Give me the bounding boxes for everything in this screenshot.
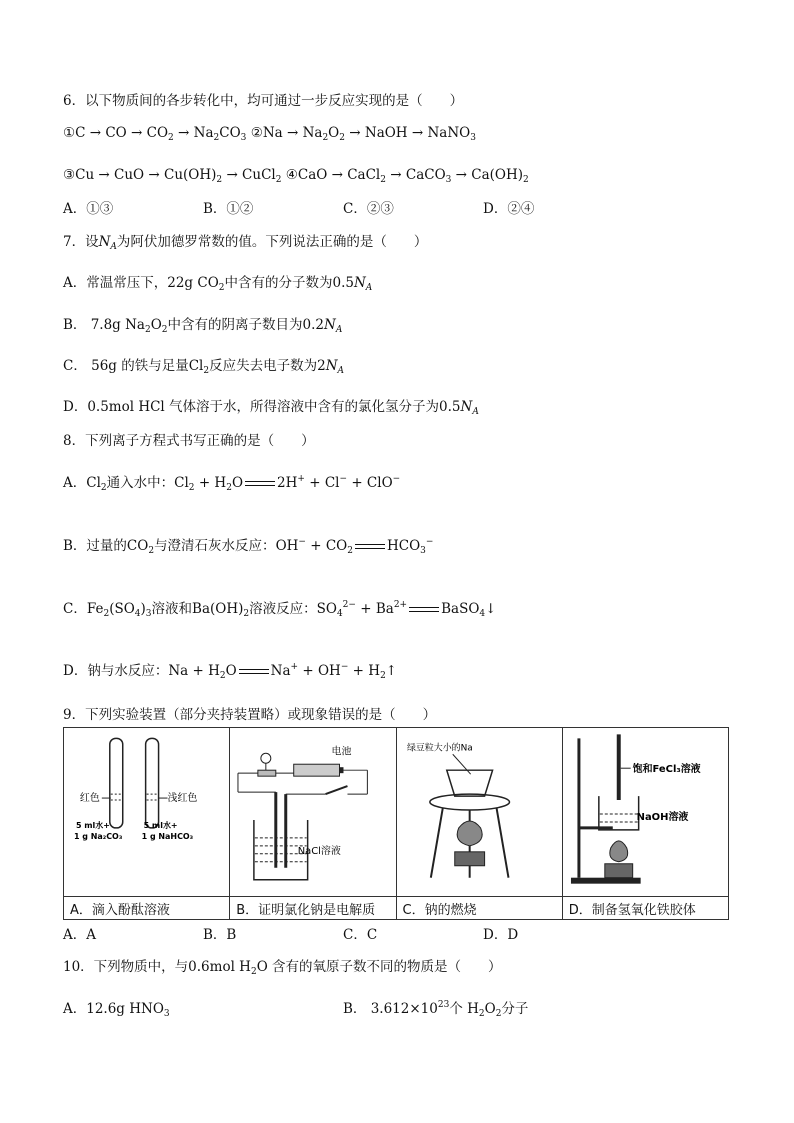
q9-caption-a: A．滴入酚酞溶液 bbox=[64, 897, 230, 920]
conductivity-figure bbox=[230, 728, 395, 896]
svg-text:电池: 电池 bbox=[331, 746, 352, 758]
q10-option-a: A．12.6g $HNO_3$ bbox=[63, 1001, 170, 1019]
q6-option-c: C．②③ bbox=[343, 201, 394, 217]
svg-text:5 ml水+: 5 ml水+ bbox=[75, 820, 110, 830]
burner-icon bbox=[605, 864, 633, 878]
colloid-figure bbox=[563, 728, 728, 896]
q6-chains-1-2: ①C → CO → $CO_2 \to Na_2CO_3$ ②Na → $Na_2O_2$ → NaOH → NaNO$_3$ bbox=[63, 125, 476, 143]
red-color-label: 红色 bbox=[79, 793, 100, 805]
flame-icon bbox=[610, 841, 628, 862]
q6-chains-3-4: ③Cu → CuO → $Cu(OH)_2$ → CuCl$_2$ ④CaO → CaCl$_2$ → CaCO$_3$ → $Ca(OH)_2$ bbox=[63, 167, 529, 185]
q9-caption-b: B．证明氯化钠是电解质 bbox=[230, 897, 396, 920]
svg-text:NaCl溶液: NaCl溶液 bbox=[297, 845, 342, 857]
svg-text:5 ml水+: 5 ml水+ bbox=[143, 820, 178, 830]
q10-option-b: B． $3.612\times 10^{23}$个 $H_2O_2$分子 bbox=[343, 1000, 529, 1019]
q7-stem: 7．设$N_A$为阿伏加德罗常数的值。下列说法正确的是（ ） bbox=[63, 234, 428, 252]
sodium-burning-figure bbox=[397, 728, 562, 896]
q7-option-d: D．0.5mol HCl 气体溶于水，所得溶液中含有的氯化氢分子为$0.5N_A$ bbox=[63, 399, 479, 417]
svg-text:1 g NaHCO₃: 1 g NaHCO₃ bbox=[141, 831, 194, 841]
bulb-icon bbox=[261, 753, 271, 763]
q9-caption-c: C．钠的燃烧 bbox=[396, 897, 562, 920]
q9-option-b: B．B bbox=[203, 927, 237, 943]
q9-option-c: C．C bbox=[343, 927, 378, 943]
q7-option-b: B． 7.8g $Na_2O_2$中含有的阴离子数目为$0.2N_A$ bbox=[63, 317, 343, 335]
q9-stem: 9．下列实验装置（部分夹持装置略）或现象错误的是（ ） bbox=[63, 707, 437, 723]
q8-option-a: A．$Cl_2$通入水中：$Cl_2 + H_2O$ 2H+ + Cl− + ClO− bbox=[63, 474, 401, 493]
burner-icon bbox=[454, 852, 484, 866]
q6-stem: 6．以下物质间的各步转化中，均可通过一步反应实现的是（ ） bbox=[63, 93, 464, 109]
light-red-color-label: 浅红色 bbox=[167, 793, 198, 805]
q6-option-d: D．②④ bbox=[483, 201, 535, 217]
q6-option-b: B．①② bbox=[203, 201, 254, 217]
crucible-icon bbox=[446, 770, 492, 796]
q10-stem: 10．下列物质中，与0.6mol $H_2O$ 含有的氧原子数不同的物质是（ ） bbox=[63, 959, 502, 977]
svg-text:绿豆粒大小的Na: 绿豆粒大小的Na bbox=[406, 743, 473, 754]
q8-stem: 8．下列离子方程式书写正确的是（ ） bbox=[63, 433, 315, 449]
svg-text:饱和FeCl₃溶液: 饱和FeCl₃溶液 bbox=[632, 764, 701, 776]
q7-option-c: C． 56g 的铁与足量$Cl_2$反应失去电子数为$2N_A$ bbox=[63, 358, 345, 376]
q9-figure-c bbox=[396, 728, 562, 897]
q9-apparatus-table bbox=[63, 727, 729, 920]
q8-option-d: D．钠与水反应：$Na + H_2O$ $Na^+ + OH^- + H_2↑$ bbox=[63, 662, 398, 681]
q9-figure-d bbox=[562, 728, 728, 897]
q9-figure-b bbox=[230, 728, 396, 897]
svg-text:NaOH溶液: NaOH溶液 bbox=[636, 811, 689, 823]
q8-option-c: C．$Fe_2(SO_4)_3$溶液和$Ba(OH)_2$溶液反应：$SO_4^{2-} + Ba^{2+}$ BaSO$_4$↓ bbox=[63, 600, 497, 619]
q9-option-d: D．D bbox=[483, 927, 519, 943]
q9-caption-d: D．制备氢氧化铁胶体 bbox=[562, 897, 728, 920]
test-tubes-figure bbox=[64, 728, 229, 896]
q9-option-a: A．A bbox=[63, 927, 96, 943]
svg-text:1 g Na₂CO₃: 1 g Na₂CO₃ bbox=[73, 831, 123, 841]
q7-option-a: A．常温常压下，22g $CO_2$中含有的分子数为$0.5N_A$ bbox=[63, 275, 373, 293]
flame-icon bbox=[457, 821, 482, 846]
switch-icon bbox=[326, 786, 348, 794]
battery-icon bbox=[294, 764, 340, 776]
beaker-icon bbox=[599, 796, 639, 830]
q8-option-b: B．过量的$CO_2$与澄清石灰水反应：$OH^- + CO_2$ $HCO_3^-$ bbox=[63, 537, 434, 556]
q6-option-a: A．①③ bbox=[63, 201, 114, 217]
q9-figure-a bbox=[64, 728, 230, 897]
